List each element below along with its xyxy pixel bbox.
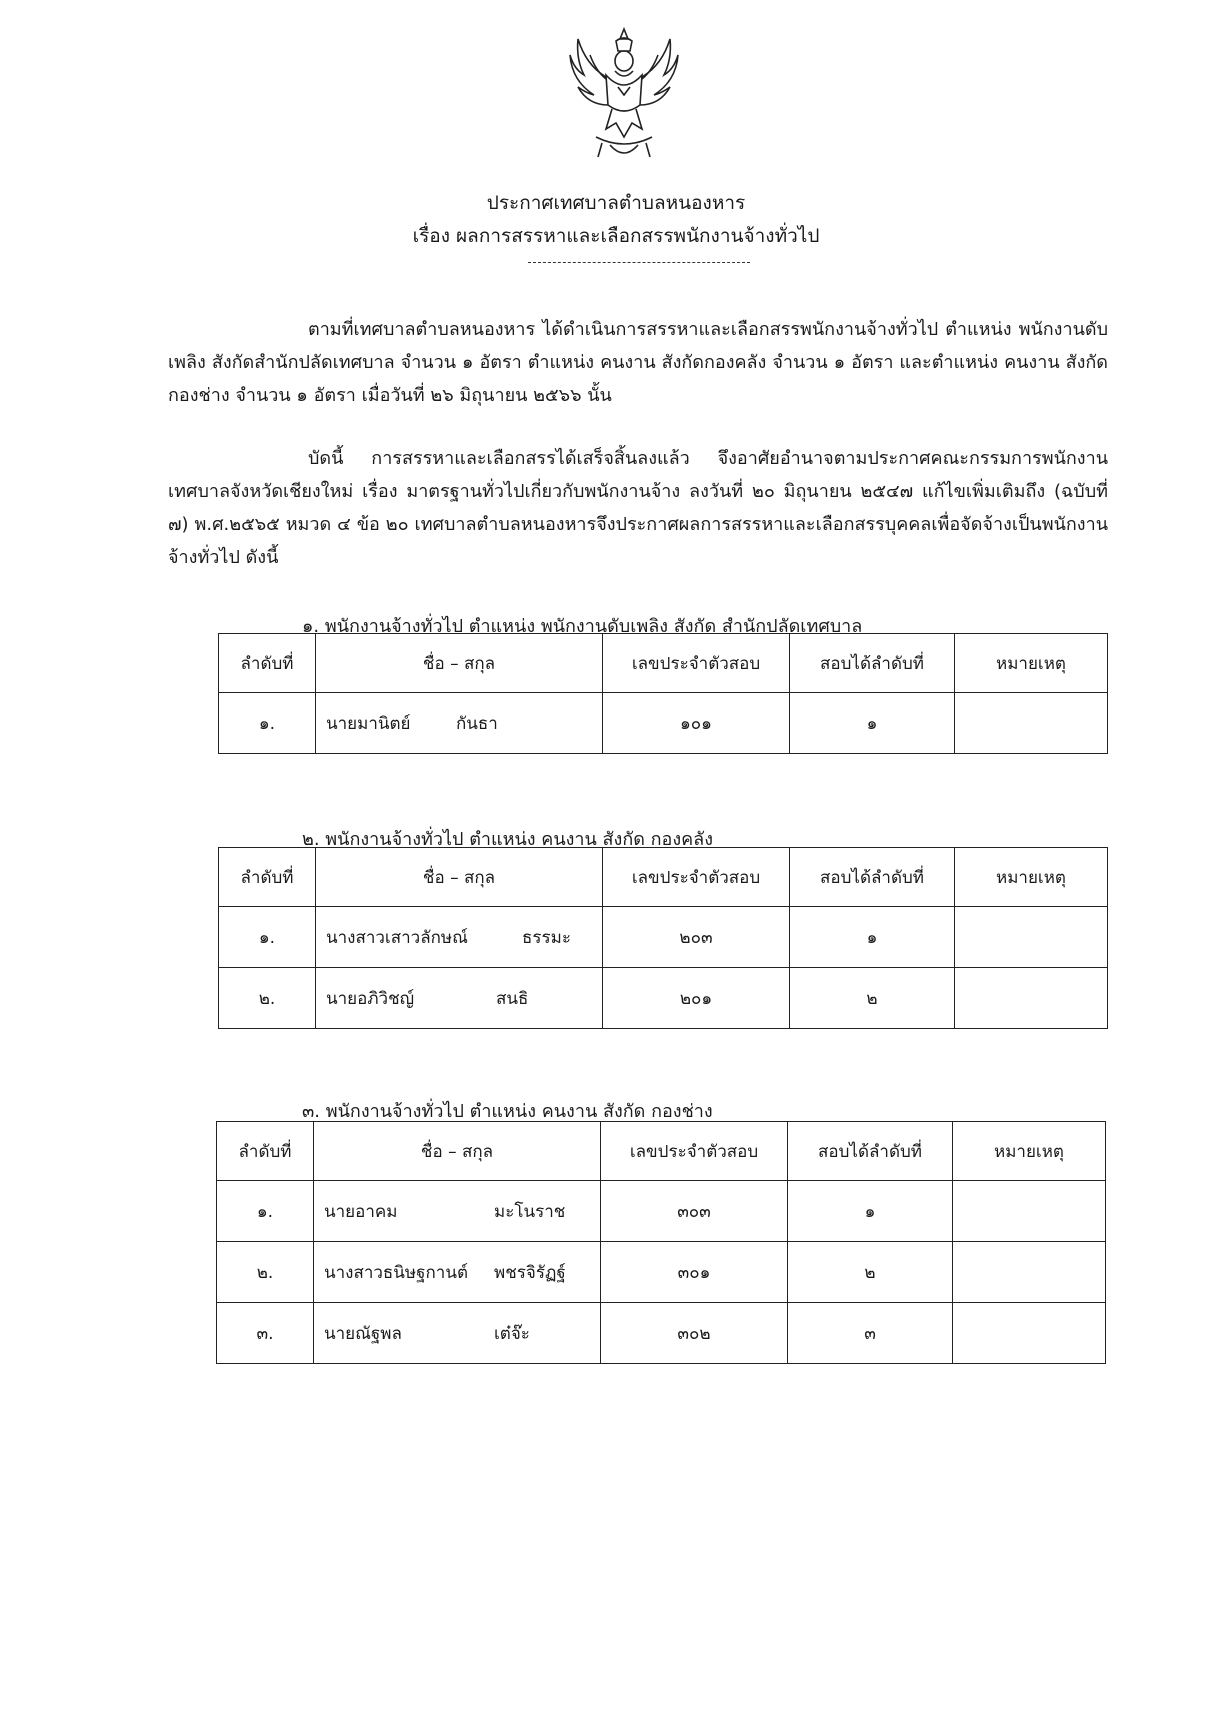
section-2-title: ๒. พนักงานจ้างทั่วไป ตำแหน่ง คนงาน สังกัด กองคลัง bbox=[302, 829, 713, 850]
cell-note bbox=[955, 968, 1108, 1029]
cell-no: ๑. bbox=[219, 907, 316, 968]
table-row bbox=[217, 1303, 1106, 1364]
col-header-exam-id: เลขประจำตัวสอบ bbox=[601, 1122, 788, 1181]
cell-note bbox=[953, 1303, 1106, 1364]
col-header-no: ลำดับที่ bbox=[217, 1122, 314, 1181]
table-row bbox=[217, 1242, 1106, 1303]
cell-name bbox=[316, 693, 603, 754]
section-3-title: ๓. พนักงานจ้างทั่วไป ตำแหน่ง คนงาน สังกัด กองช่าง bbox=[302, 1101, 713, 1122]
paragraph-intro bbox=[168, 313, 1108, 412]
name-last: กันธา bbox=[456, 713, 498, 734]
cell-no: ๒. bbox=[219, 968, 316, 1029]
col-header-note: หมายเหตุ bbox=[953, 1122, 1106, 1181]
table-row bbox=[217, 1181, 1106, 1242]
name-first: นายณัฐพล bbox=[324, 1323, 402, 1344]
col-header-name: ชื่อ – สกุล bbox=[314, 1122, 601, 1181]
cell-no: ๓. bbox=[217, 1303, 314, 1364]
col-header-name: ชื่อ – สกุล bbox=[316, 848, 603, 907]
cell-exam-id: ๒๐๓ bbox=[603, 907, 790, 968]
paragraph-announcement bbox=[168, 442, 1108, 574]
name-last: สนธิ bbox=[496, 988, 529, 1009]
table-row bbox=[219, 968, 1108, 1029]
name-last: พชรจิรัฏฐ์ bbox=[494, 1262, 566, 1283]
cell-rank: ๒ bbox=[788, 1242, 953, 1303]
cell-name bbox=[314, 1242, 601, 1303]
cell-name bbox=[316, 907, 603, 968]
section-1-table bbox=[218, 633, 1108, 754]
col-header-rank: สอบได้ลำดับที่ bbox=[788, 1122, 953, 1181]
cell-note bbox=[953, 1181, 1106, 1242]
col-header-exam-id: เลขประจำตัวสอบ bbox=[603, 634, 790, 693]
cell-rank: ๓ bbox=[788, 1303, 953, 1364]
name-last: เต๋จ๊ะ bbox=[494, 1323, 530, 1344]
announcement-subject: เรื่อง ผลการสรรหาและเลือกสรรพนักงานจ้างทั่วไป bbox=[412, 225, 820, 247]
cell-rank: ๑ bbox=[790, 693, 955, 754]
cell-note bbox=[953, 1242, 1106, 1303]
cell-exam-id: ๑๐๑ bbox=[603, 693, 790, 754]
cell-no: ๒. bbox=[217, 1242, 314, 1303]
cell-exam-id: ๓๐๑ bbox=[601, 1242, 788, 1303]
cell-note bbox=[955, 693, 1108, 754]
cell-note bbox=[955, 907, 1108, 968]
col-header-note: หมายเหตุ bbox=[955, 634, 1108, 693]
cell-no: ๑. bbox=[217, 1181, 314, 1242]
cell-exam-id: ๓๐๒ bbox=[601, 1303, 788, 1364]
cell-name bbox=[316, 968, 603, 1029]
name-first: นายอาคม bbox=[324, 1201, 398, 1222]
table-row bbox=[219, 907, 1108, 968]
table-header-row bbox=[219, 634, 1108, 693]
table-header-row bbox=[219, 848, 1108, 907]
table-row bbox=[219, 693, 1108, 754]
col-header-rank: สอบได้ลำดับที่ bbox=[790, 634, 955, 693]
section-1-title: ๑. พนักงานจ้างทั่วไป ตำแหน่ง พนักงานดับเพลิง สังกัด สำนักปลัดเทศบาล bbox=[302, 616, 863, 637]
name-first: นายอภิวิชญ์ bbox=[326, 988, 415, 1009]
cell-no: ๑. bbox=[219, 693, 316, 754]
section-2-table bbox=[218, 847, 1108, 1029]
name-last: มะโนราช bbox=[494, 1201, 566, 1222]
col-header-no: ลำดับที่ bbox=[219, 848, 316, 907]
name-last: ธรรมะ bbox=[522, 927, 571, 948]
garuda-emblem-icon bbox=[566, 25, 682, 165]
col-header-note: หมายเหตุ bbox=[955, 848, 1108, 907]
cell-rank: ๒ bbox=[790, 968, 955, 1029]
cell-name bbox=[314, 1181, 601, 1242]
name-first: นายมานิตย์ bbox=[326, 713, 411, 734]
col-header-no: ลำดับที่ bbox=[219, 634, 316, 693]
section-3-table bbox=[216, 1121, 1106, 1364]
cell-rank: ๑ bbox=[790, 907, 955, 968]
table-header-row bbox=[217, 1122, 1106, 1181]
cell-exam-id: ๓๐๓ bbox=[601, 1181, 788, 1242]
title-divider bbox=[528, 262, 750, 263]
col-header-name: ชื่อ – สกุล bbox=[316, 634, 603, 693]
col-header-exam-id: เลขประจำตัวสอบ bbox=[603, 848, 790, 907]
cell-name bbox=[314, 1303, 601, 1364]
cell-exam-id: ๒๐๑ bbox=[603, 968, 790, 1029]
name-first: นางสาวเสาวลักษณ์ bbox=[326, 927, 468, 948]
cell-rank: ๑ bbox=[788, 1181, 953, 1242]
announcement-title: ประกาศเทศบาลตำบลหนองหาร bbox=[486, 192, 746, 214]
paragraph-announcement-text: บัดนี้ การสรรหาและเลือกสรรได้เสร็จสิ้นลงแล้ว จึงอาศัยอำนาจตามประกาศคณะกรรมการพนักงานเทศบาลจังหวัดเชียงใหม่ เรื่อง มาตรฐานทั่วไปเกี่ยวกับพนักงานจ้าง ลงวันที่ ๒๐ มิถุนายน ๒๕๔๗ แก้ไขเพิ่มเติมถึง (ฉบับที่ ๗) พ.ศ.๒๕๖๕ หมวด ๔ ข้อ ๒๐ เทศบาลตำบลหนองหารจึงประกาศผลการสรรหาและเลือกสรรบุคคลเพื่อจัดจ้างเป็นพนักงานจ้างทั่วไป ดังนี้ bbox=[168, 448, 1108, 568]
col-header-rank: สอบได้ลำดับที่ bbox=[790, 848, 955, 907]
paragraph-intro-text: ตามที่เทศบาลตำบลหนองหาร ได้ดำเนินการสรรหาและเลือกสรรพนักงานจ้างทั่วไป ตำแหน่ง พนักงานดับเพลิง สังกัดสำนักปลัดเทศบาล จำนวน ๑ อัตรา ตำแหน่ง คนงาน สังกัดกองคลัง จำนวน ๑ อัตรา และตำแหน่ง คนงาน สังกัดกองช่าง จำนวน ๑ อัตรา เมื่อวันที่ ๒๖ มิถุนายน ๒๕๖๖ นั้น bbox=[168, 319, 1108, 406]
name-first: นางสาวธนิษฐกานต์ bbox=[324, 1262, 469, 1283]
